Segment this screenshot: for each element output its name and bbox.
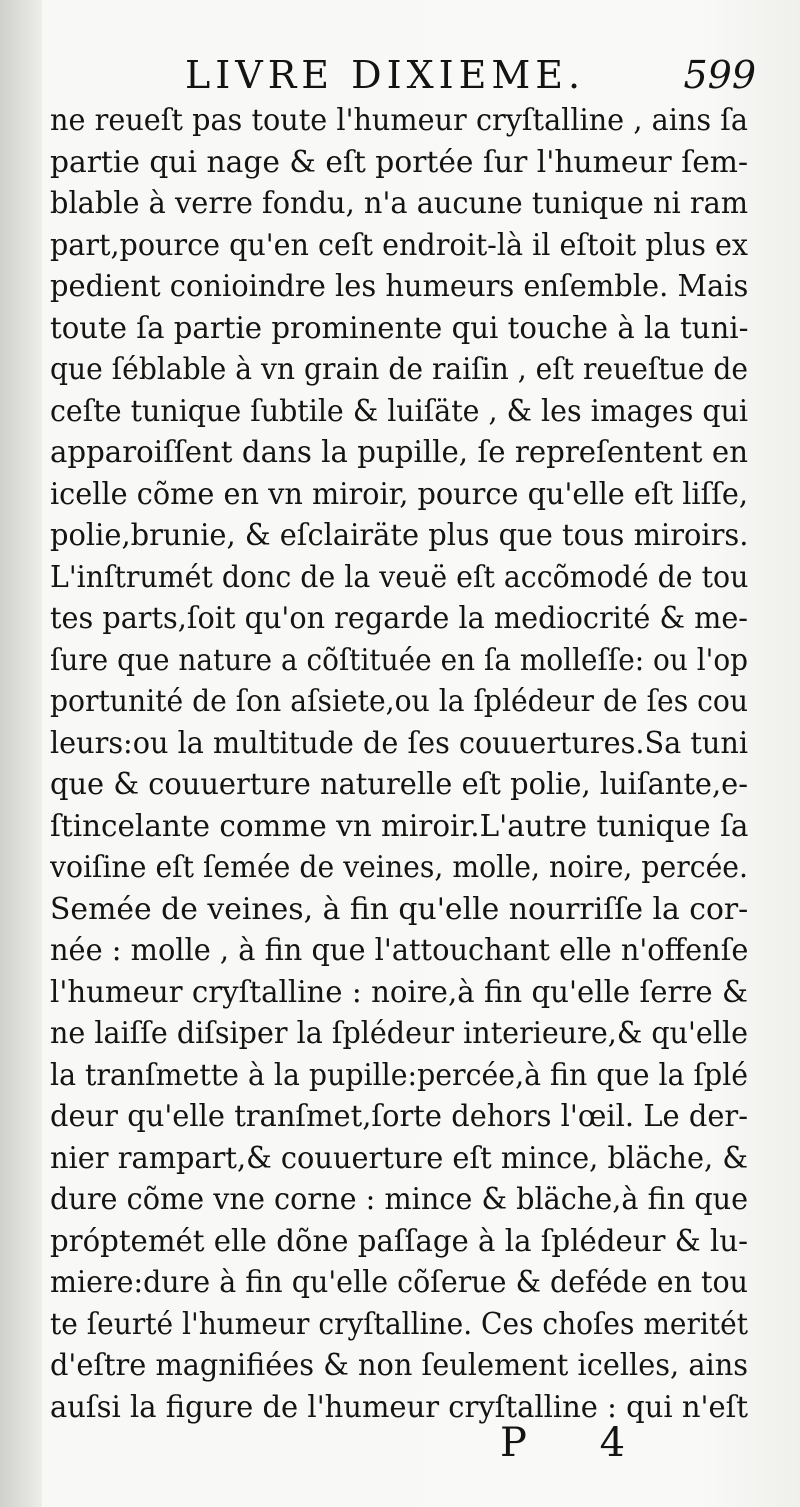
text-line: pedient conioindre les humeurs enſemble. Mais (50, 269, 748, 304)
text-line: part,pource qu'en ceſt endroit-là il eſtoit plus ex (50, 227, 748, 263)
text-line: ne laiſſe diſsiper la ſplédeur interieure,& qu'elle (50, 1016, 748, 1051)
text-line: que ſéblable à vn grain de raiſin , eſt reueſtue de (50, 352, 748, 387)
page-header (0, 50, 800, 100)
text-line: apparoiſſent dans la pupille, ſe repreſentent en (50, 435, 748, 470)
text-line: nier rampart,& couuerture eſt mince, bläche, & (50, 1140, 748, 1176)
text-line: toute ſa partie prominente qui touche à la tuni- (50, 310, 748, 346)
text-line: ne reueſt pas toute l'humeur cryſtalline , ains ſa (50, 103, 748, 138)
text-line: miere:dure à fin qu'elle cõſerue & deféde en tou (50, 1265, 748, 1300)
running-title: LIVRE DIXIEME. (185, 53, 586, 97)
body-text (50, 100, 748, 1428)
text-line: ſure que nature a cõſtituée en ſa molleſſe: ou l'op (50, 642, 748, 678)
signature-mark: P 4 (500, 1420, 656, 1466)
text-line: ceſte tunique ſubtile & luiſäte , & les images qui (50, 393, 748, 429)
text-line: te ſeurté l'humeur cryſtalline. Ces choſes meritét (50, 1306, 748, 1342)
text-line: próptemét elle dõne paſſage à la ſplédeur & lu- (50, 1223, 748, 1259)
text-line: deur qu'elle tranſmet,ſorte dehors l'œil. Le der- (50, 1099, 748, 1134)
text-line: Semée de veines, à fin qu'elle nourriſſe la cor- (50, 891, 748, 927)
text-line: icelle cõme en vn miroir, pource qu'elle eſt liſſe, (50, 476, 748, 512)
page-number: 599 (683, 53, 756, 97)
text-line: leurs:ou la multitude de ſes couuertures.Sa tuni (50, 725, 748, 761)
text-line: voiſine eſt ſemée de veines, molle, noire, percée. (50, 850, 748, 885)
text-line: auſsi la figure de l'humeur cryſtalline : qui n'eſt (50, 1389, 748, 1425)
text-line: d'eſtre magnifiées & non ſeulement icelles, ains (50, 1348, 748, 1383)
text-line: que & couuerture naturelle eſt polie, luiſante,e- (50, 767, 748, 802)
text-line: tes parts,ſoit qu'on regarde la mediocrité & me- (50, 601, 748, 636)
text-line: partie qui nage & eſt portée ſur l'humeur ſem- (50, 144, 748, 180)
text-line: l'humeur cryſtalline : noire,à fin qu'elle ſerre & (50, 974, 748, 1010)
page-gutter (0, 0, 42, 1507)
text-line: la tranſmette à la pupille:percée,à fin que la ſplé (50, 1057, 748, 1093)
text-line: ſtincelante comme vn miroir.L'autre tunique ſa (50, 808, 748, 844)
page-footer (0, 1418, 800, 1478)
text-line: polie,brunie, & eſclairäte plus que tous miroirs. (50, 518, 748, 553)
text-line: née : molle , à fin que l'attouchant elle n'offenſe (50, 933, 748, 968)
text-line: dure cõme vne corne : mince & bläche,à fin que (50, 1182, 748, 1217)
text-line: L'inſtrumét donc de la veuë eſt accõmodé de tou (50, 559, 748, 595)
text-line: portunité de ſon aſsiete,ou la ſplédeur de ſes cou (50, 684, 748, 719)
text-line: blable à verre fondu, n'a aucune tunique ni ram (50, 186, 748, 221)
